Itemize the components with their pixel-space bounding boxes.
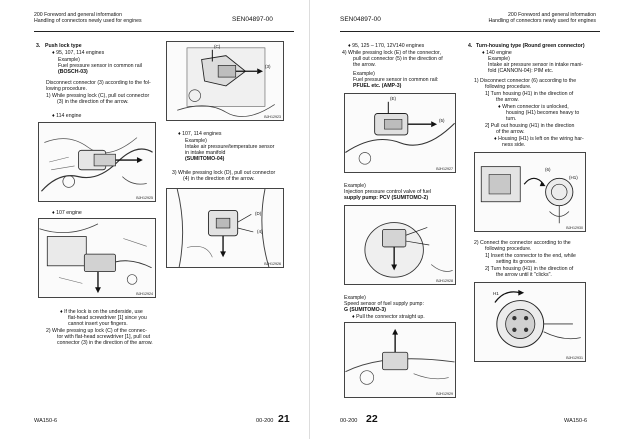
right-s2-2a: 2] Turn housing (H1) in the direction of xyxy=(485,266,574,272)
left-part1: (BOSCH-03) xyxy=(58,69,88,75)
left-mid-example: Example) xyxy=(185,138,207,144)
right-ex1-desc: Fuel pressure sensor in common rail: xyxy=(353,77,439,83)
left-header-code: SEN04897-00 xyxy=(232,16,273,23)
right-s1a: 1) Disconnect connector (6) according to the xyxy=(474,78,577,84)
callout-h1-label-2: H1 xyxy=(493,291,499,296)
figure-114-engine xyxy=(38,122,156,202)
figure-turn-housing-drawing xyxy=(475,153,585,231)
callout-5-label: (5) xyxy=(439,118,445,123)
fig-label-bjh12924: BJH12924 xyxy=(136,292,153,296)
fig-label-bjh12923: BJH12923 xyxy=(264,115,281,119)
left-mid-desc1: Intake air pressure/temperature sensor xyxy=(185,144,275,150)
right-ex2: Example) xyxy=(344,183,366,189)
left-note3: cannot insert your fingers. xyxy=(68,321,128,327)
left-step3a: 3) While pressing lock (D), pull out connector xyxy=(172,170,276,176)
right-section-title: Turn-housing type (Round green connector) xyxy=(476,43,585,49)
right-s1b: following procedure. xyxy=(485,84,532,90)
left-section-title: Push lock type xyxy=(45,43,82,49)
right-sec-desc1: Intake air pressure sensor in intake mani- xyxy=(488,62,584,68)
callout-d-label: (D) xyxy=(255,211,262,216)
fig-label-bjh12926: BJH12926 xyxy=(264,262,281,266)
right-page xyxy=(310,0,620,439)
left-step3b: (4) in the direction of the arrow. xyxy=(183,176,255,182)
figure-push-lock-c-drawing xyxy=(167,42,283,120)
callout-4-label: (4) xyxy=(257,229,263,234)
right-ex3: Example) xyxy=(344,295,366,301)
right-s1-2a: 2] Pull out housing (H1) in the direction xyxy=(485,123,575,129)
fig-label-bjh12928: BJH12928 xyxy=(436,279,453,283)
right-sec-bullet: ♦ 140 engine xyxy=(482,50,512,56)
right-step4c: the arrow. xyxy=(353,62,376,68)
right-s1-1b: the arrow. xyxy=(496,97,519,103)
left-footer-ref: 00-200 xyxy=(256,418,274,424)
figure-turn-housing xyxy=(474,152,586,232)
right-sec-desc2: fold (CANNON-04): PIM etc. xyxy=(488,68,554,74)
right-s2a: 2) Connect the connector according to the xyxy=(474,240,571,246)
figure-114-drawing xyxy=(39,123,155,201)
callout-3-label: (3) xyxy=(265,64,271,69)
right-s1-note2: housing (H1) becomes heavy to xyxy=(506,110,580,116)
figure-speed-sensor-drawing xyxy=(345,323,455,397)
right-s1-1a: 1] Turn housing (H1) in the direction of xyxy=(485,91,574,97)
right-ex3-desc1: Speed sensor of fuel supply pump: xyxy=(344,301,424,307)
callout-h1-label: (H1) xyxy=(569,175,578,180)
figure-amp3-drawing xyxy=(345,94,455,172)
right-footer-model: WA150-6 xyxy=(564,418,588,424)
figure-connect-housing xyxy=(474,282,586,362)
right-page-number: 22 xyxy=(366,413,378,425)
figure-107-drawing xyxy=(39,219,155,297)
left-header-line2: Handling of connectors newly used for engines xyxy=(34,18,142,24)
figure-speed-sensor xyxy=(344,322,456,398)
right-ex2-desc2: supply pump: PCV (SUMITOMO-2) xyxy=(344,195,429,201)
left-header-rule xyxy=(34,31,294,32)
right-ex1-part: PFUEL etc. (AMP-3) xyxy=(353,83,402,89)
right-ex3-note: ♦ Pull the connector straight up. xyxy=(352,314,425,320)
right-s1-note1: ♦ When connector is unlocked, xyxy=(498,104,569,110)
right-s1-note5: ness side. xyxy=(502,142,526,148)
right-section-number: 4. xyxy=(468,43,473,49)
left-note1: ♦ If the lock is on the underside, use xyxy=(60,309,143,315)
right-s1-note4: ♦ Housing (H1) is left on the wiring har- xyxy=(494,136,584,142)
callout-6-label: (6) xyxy=(545,167,551,172)
fig-label-bjh12930: BJH12930 xyxy=(566,226,583,230)
left-bullet1: ♦ 95, 107, 114 engines xyxy=(52,50,105,56)
left-desc1: Fuel pressure sensor in common rail xyxy=(58,63,142,69)
right-header-line1: 200 Foreword and general information xyxy=(508,12,596,18)
left-step1a: 1) While pressing lock (C), pull out connector xyxy=(46,93,150,99)
right-ex1: Example) xyxy=(353,71,375,77)
right-header xyxy=(478,12,596,24)
left-para1b: lowing procedure. xyxy=(46,86,87,92)
figure-pcv-drawing xyxy=(345,206,455,284)
left-step1b: (3) in the direction of the arrow. xyxy=(57,99,129,105)
left-mid-desc2: in intake manifold xyxy=(185,150,226,156)
fig-label-bjh12927: BJH12927 xyxy=(436,167,453,171)
right-footer-ref: 00-200 xyxy=(340,418,358,424)
right-step4a: 4) While pressing lock (E) of the connector, xyxy=(342,50,441,56)
right-step4b: pull out connector (5) in the direction of xyxy=(353,56,443,62)
figure-push-lock-d xyxy=(166,188,284,268)
left-page-number: 21 xyxy=(278,413,290,425)
right-ex2-desc1: Injection pressure control valve of fuel xyxy=(344,189,432,195)
left-footer-model: WA150-6 xyxy=(34,418,58,424)
left-bullet-114: ♦ 114 engine xyxy=(52,113,82,119)
right-sec-example: Example) xyxy=(488,56,510,62)
right-s2-2b: the arrow until it "clicks". xyxy=(496,272,552,278)
fig-label-bjh12931: BJH12931 xyxy=(566,356,583,360)
left-mid-bullet: ♦ 107, 114 engines xyxy=(178,131,222,137)
left-header xyxy=(34,12,142,24)
callout-e-label: (E) xyxy=(390,96,396,101)
figure-107-engine xyxy=(38,218,156,298)
right-ex3-desc2: G (SUMITOMO-3) xyxy=(344,307,386,313)
left-step2a: 2) While pressing up lock (C) of the connec- xyxy=(46,328,147,334)
left-example1: Example) xyxy=(58,57,80,63)
left-para1a: Disconnect connector (3) according to the fol- xyxy=(46,80,151,86)
figure-push-lock-c xyxy=(166,41,284,121)
callout-c-label: (C) xyxy=(214,44,221,49)
figure-pcv xyxy=(344,205,456,285)
figure-amp3 xyxy=(344,93,456,173)
left-header-line1: 200 Foreword and general information xyxy=(34,12,122,18)
figure-connect-housing-drawing xyxy=(475,283,585,361)
right-s2-1a: 1] Insert the connector to the end, while xyxy=(485,253,576,259)
right-header-rule xyxy=(340,31,600,32)
right-header-code: SEN04897-00 xyxy=(340,16,381,23)
left-step2c: connector (3) in the direction of the arrow. xyxy=(57,340,153,346)
right-s2-1b: setting its groove. xyxy=(496,259,537,265)
fig-label-bjh12925: BJH12925 xyxy=(136,196,153,200)
left-step2b: tor with flat-head screwdriver [1], pull out xyxy=(57,334,151,340)
right-s1-note3: turn. xyxy=(506,116,517,122)
right-s1-2b: of the arrow. xyxy=(496,129,525,135)
figure-push-lock-d-drawing xyxy=(167,189,283,267)
right-bullet1: ♦ 95, 125 – 170, 12V140 engines xyxy=(348,43,425,49)
left-note2: flat-head screwdriver [1] since you xyxy=(68,315,147,321)
left-mid-part: (SUMITOMO-04) xyxy=(185,156,225,162)
right-s2b: following procedure. xyxy=(485,246,532,252)
left-section-number: 3. xyxy=(36,43,41,49)
fig-label-bjh12929: BJH12929 xyxy=(436,392,453,396)
right-header-line2: Handling of connectors newly used for engines xyxy=(488,18,596,24)
left-bullet-107: ♦ 107 engine xyxy=(52,210,82,216)
